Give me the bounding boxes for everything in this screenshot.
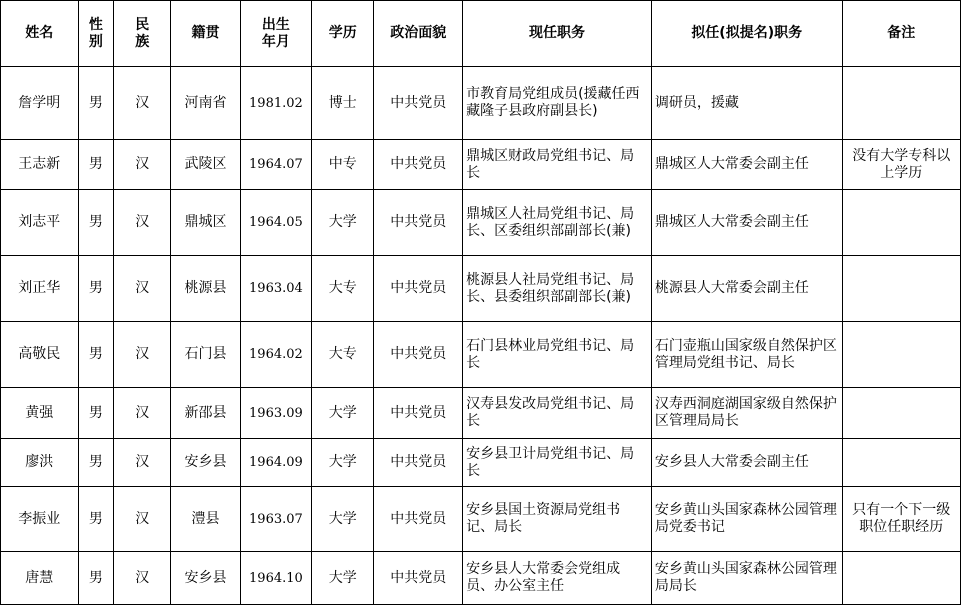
cell-ethnicity: 汉 <box>114 439 171 487</box>
cell-current-position: 石门县林业局党组书记、局长 <box>463 322 652 388</box>
header-note: 备注 <box>842 1 960 67</box>
cell-current-position: 鼎城区财政局党组书记、局长 <box>463 140 652 190</box>
cell-party: 中共党员 <box>374 439 463 487</box>
cell-origin: 安乡县 <box>171 552 240 605</box>
cell-current-position: 安乡县卫计局党组书记、局长 <box>463 439 652 487</box>
cell-name: 唐慧 <box>1 552 79 605</box>
cell-ethnicity: 汉 <box>114 388 171 439</box>
table-row <box>1 140 961 190</box>
cell-gender: 男 <box>78 487 114 552</box>
table-row <box>1 552 961 605</box>
cell-note <box>842 67 960 140</box>
cell-education: 大学 <box>312 388 374 439</box>
cell-proposed-position: 安乡黄山头国家森林公园管理局局长 <box>651 552 842 605</box>
header-name: 姓名 <box>1 1 79 67</box>
cell-name: 高敬民 <box>1 322 79 388</box>
cell-note: 没有大学专科以上学历 <box>842 140 960 190</box>
cell-name: 廖洪 <box>1 439 79 487</box>
cell-origin: 新邵县 <box>171 388 240 439</box>
cell-proposed-position: 安乡黄山头国家森林公园管理局党委书记 <box>651 487 842 552</box>
cell-party: 中共党员 <box>374 140 463 190</box>
table-row <box>1 256 961 322</box>
cell-name: 刘志平 <box>1 190 79 256</box>
cell-ethnicity: 汉 <box>114 256 171 322</box>
cell-current-position: 市教育局党组成员(援藏任西藏隆子县政府副县长) <box>463 67 652 140</box>
cell-current-position: 安乡县国土资源局党组书记、局长 <box>463 487 652 552</box>
cell-education: 大专 <box>312 322 374 388</box>
header-birth: 出生 年月 <box>240 1 311 67</box>
cell-education: 大学 <box>312 487 374 552</box>
cell-origin: 鼎城区 <box>171 190 240 256</box>
cell-education: 博士 <box>312 67 374 140</box>
cell-education: 中专 <box>312 140 374 190</box>
cell-gender: 男 <box>78 140 114 190</box>
cell-note: 只有一个下一级职位任职经历 <box>842 487 960 552</box>
cell-origin: 澧县 <box>171 487 240 552</box>
cell-party: 中共党员 <box>374 552 463 605</box>
cell-gender: 男 <box>78 67 114 140</box>
cell-ethnicity: 汉 <box>114 322 171 388</box>
cell-gender: 男 <box>78 190 114 256</box>
cell-birth: 1981.02 <box>240 67 311 140</box>
cell-party: 中共党员 <box>374 487 463 552</box>
cell-education: 大专 <box>312 256 374 322</box>
table-row <box>1 439 961 487</box>
cell-note <box>842 439 960 487</box>
cell-party: 中共党员 <box>374 190 463 256</box>
cell-proposed-position: 鼎城区人大常委会副主任 <box>651 140 842 190</box>
cell-ethnicity: 汉 <box>114 67 171 140</box>
table-row <box>1 487 961 552</box>
cell-birth: 1964.05 <box>240 190 311 256</box>
cell-current-position: 安乡县人大常委会党组成员、办公室主任 <box>463 552 652 605</box>
cell-name: 刘正华 <box>1 256 79 322</box>
cell-name: 王志新 <box>1 140 79 190</box>
cell-party: 中共党员 <box>374 388 463 439</box>
header-origin: 籍贯 <box>171 1 240 67</box>
header-gender: 性 别 <box>78 1 114 67</box>
cell-current-position: 鼎城区人社局党组书记、局长、区委组织部副部长(兼) <box>463 190 652 256</box>
cell-birth: 1963.07 <box>240 487 311 552</box>
table-row <box>1 322 961 388</box>
cell-ethnicity: 汉 <box>114 190 171 256</box>
header-row <box>1 1 961 67</box>
header-proposed-position: 拟任(拟提名)职务 <box>651 1 842 67</box>
cell-origin: 桃源县 <box>171 256 240 322</box>
cell-birth: 1964.10 <box>240 552 311 605</box>
cell-ethnicity: 汉 <box>114 487 171 552</box>
header-ethnicity: 民 族 <box>114 1 171 67</box>
cell-name: 李振业 <box>1 487 79 552</box>
cell-education: 大学 <box>312 190 374 256</box>
cell-origin: 河南省 <box>171 67 240 140</box>
cell-name: 黄强 <box>1 388 79 439</box>
cell-proposed-position: 汉寿西洞庭湖国家级自然保护区管理局局长 <box>651 388 842 439</box>
table-row <box>1 388 961 439</box>
cell-birth: 1963.04 <box>240 256 311 322</box>
cell-note <box>842 388 960 439</box>
cell-name: 詹学明 <box>1 67 79 140</box>
cell-party: 中共党员 <box>374 322 463 388</box>
cell-party: 中共党员 <box>374 67 463 140</box>
cell-proposed-position: 调研员，援藏 <box>651 67 842 140</box>
cell-birth: 1964.09 <box>240 439 311 487</box>
cell-proposed-position: 石门壶瓶山国家级自然保护区管理局党组书记、局长 <box>651 322 842 388</box>
cell-origin: 石门县 <box>171 322 240 388</box>
cell-note <box>842 190 960 256</box>
table-row <box>1 190 961 256</box>
cell-gender: 男 <box>78 388 114 439</box>
cell-birth: 1964.07 <box>240 140 311 190</box>
cell-birth: 1963.09 <box>240 388 311 439</box>
cell-gender: 男 <box>78 552 114 605</box>
cell-ethnicity: 汉 <box>114 140 171 190</box>
cell-education: 大学 <box>312 439 374 487</box>
cell-origin: 安乡县 <box>171 439 240 487</box>
cell-birth: 1964.02 <box>240 322 311 388</box>
cell-gender: 男 <box>78 322 114 388</box>
cell-gender: 男 <box>78 439 114 487</box>
cell-party: 中共党员 <box>374 256 463 322</box>
cell-current-position: 汉寿县发改局党组书记、局长 <box>463 388 652 439</box>
header-party: 政治面貌 <box>374 1 463 67</box>
cell-proposed-position: 鼎城区人大常委会副主任 <box>651 190 842 256</box>
cell-education: 大学 <box>312 552 374 605</box>
cell-proposed-position: 桃源县人大常委会副主任 <box>651 256 842 322</box>
header-current-position: 现任职务 <box>463 1 652 67</box>
header-education: 学历 <box>312 1 374 67</box>
cell-gender: 男 <box>78 256 114 322</box>
cell-proposed-position: 安乡县人大常委会副主任 <box>651 439 842 487</box>
cell-current-position: 桃源县人社局党组书记、局长、县委组织部副部长(兼) <box>463 256 652 322</box>
table-row <box>1 67 961 140</box>
cell-note <box>842 552 960 605</box>
cell-origin: 武陵区 <box>171 140 240 190</box>
cell-note <box>842 322 960 388</box>
cell-note <box>842 256 960 322</box>
cell-ethnicity: 汉 <box>114 552 171 605</box>
